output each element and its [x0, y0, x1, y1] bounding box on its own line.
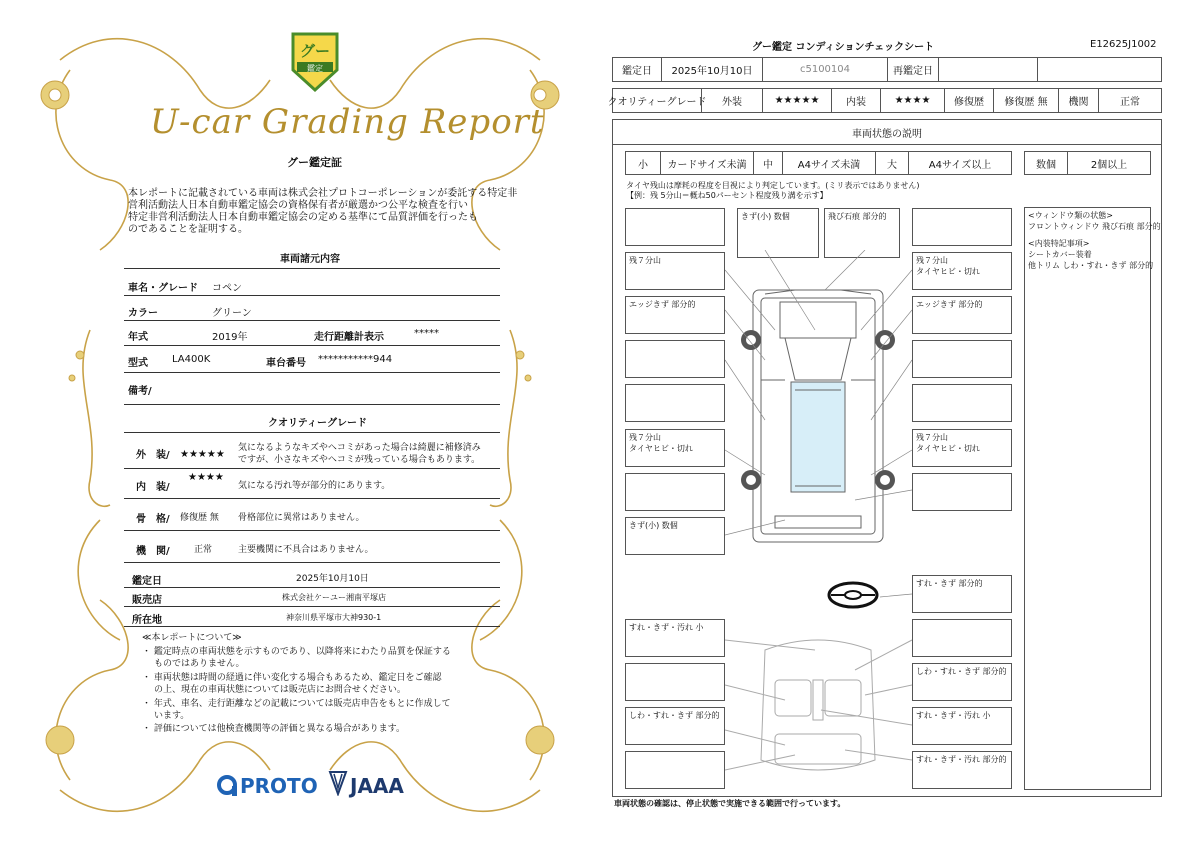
annotation-box [912, 619, 1012, 657]
id-cell [762, 57, 888, 82]
legend-large-text: 大 [887, 159, 897, 171]
annotation-text: すれ・きず 部分的 [916, 579, 983, 588]
legend-mid-desc-text: A4サイズ未満 [797, 159, 861, 171]
legend-small-desc [660, 151, 754, 175]
date-label-cell [612, 57, 662, 82]
frame-note: 骨格部位に異常はありません。 [238, 513, 365, 523]
annotation-box [625, 707, 725, 745]
divider [124, 606, 500, 607]
annotation-text: すれ・きず・汚れ 部分的 [916, 755, 1007, 764]
annotation-box [625, 340, 725, 378]
annotation-text: すれ・きず・汚れ 小 [916, 711, 991, 720]
date-label: 鑑定日 [622, 66, 652, 77]
annotation-box [912, 575, 1012, 613]
proto-logo: PROTO [240, 774, 318, 798]
svg-text:鑑定: 鑑定 [307, 64, 323, 73]
tire-note: タイヤ残山は摩耗の程度を目視により判定しています。(ミリ表示ではありません) [626, 181, 920, 190]
proto-mark-icon [216, 772, 242, 798]
divider [124, 626, 500, 627]
legend-small-label [625, 151, 661, 175]
notice-title: ≪本レポートについて≫ [142, 633, 242, 643]
quality-title: クオリティーグレード [268, 418, 367, 429]
car-interior-diagram [725, 630, 912, 790]
name-value: コペン [212, 283, 242, 294]
name-label: 車名・グレード [128, 283, 198, 294]
notice-line: ・ 年式、車名、走行距離などの記載については販売店申告をもとに作成して [142, 699, 451, 709]
annotation-text: しわ・すれ・きず 部分的 [629, 711, 720, 720]
cond-title-cell [612, 119, 1162, 145]
ext-stars-cell [762, 88, 832, 113]
annotation-text: きず(小) 数個 [629, 521, 678, 530]
tire-note: 【例：残 5分山＝概ね50パーセント程度残り溝を示す】 [626, 191, 828, 200]
notice-line: います。 [154, 711, 190, 721]
legend-mid-desc [782, 151, 876, 175]
ext-stars: ★★★★★ [774, 95, 820, 106]
window-title: <ウィンドウ類の状態> [1028, 211, 1113, 220]
annotation-box [625, 296, 725, 334]
sheet-title: グー鑑定 コンディションチェックシート [752, 42, 935, 53]
exterior-stars: ★★★★★ [180, 449, 225, 460]
leader-line [880, 592, 912, 602]
ext-label: 外装 [722, 97, 742, 108]
annotation-text: タイヤヒビ・切れ [916, 267, 980, 276]
annotation-box [912, 340, 1012, 378]
svg-text:グー: グー [299, 42, 331, 60]
notice-line: ・ 鑑定時点の車両状態を示すものであり、以降将来にわたり品質を保証する [142, 647, 451, 657]
divider [124, 268, 500, 269]
cert-body-line: 営利活動法人日本自動車鑑定協会の資格保有者が厳選かつ公平な検査を行い [128, 200, 468, 211]
year-label: 年式 [128, 332, 148, 343]
model-label: 型式 [128, 358, 148, 369]
divider [124, 587, 500, 588]
remarks-label: 備考/ [128, 386, 152, 397]
steering-wheel-icon [826, 580, 880, 610]
regrade-value-cell [938, 57, 1038, 82]
interior-value: シートカバー装着 [1028, 250, 1092, 259]
interior-value: 他トリム しわ・すれ・きず 部分的 [1028, 261, 1154, 270]
shop-label: 販売店 [132, 595, 162, 606]
engine-value: 正常 [1120, 97, 1140, 108]
cert-body-line: のであることを証明する。 [128, 224, 248, 235]
engine-label: 機 関/ [136, 546, 170, 557]
divider [124, 404, 500, 405]
int-label: 内装 [846, 97, 866, 108]
notice-line: の上、現在の車両状態については販売店にお問合せください。 [154, 685, 406, 695]
annotation-box [912, 707, 1012, 745]
annotation-box [912, 429, 1012, 467]
annotation-box [625, 252, 725, 290]
mileage-value: ***** [414, 328, 439, 339]
annotation-box [625, 619, 725, 657]
annotation-box [912, 473, 1012, 511]
chassis-label: 車台番号 [266, 358, 306, 369]
annotation-box [625, 473, 725, 511]
car-top-view-diagram [725, 250, 912, 550]
date-value-cell [661, 57, 763, 82]
notice-line: ・ 車両状態は時間の経過に伴い変化する場合もあるため、鑑定日をご確認 [142, 673, 442, 683]
legend-count-text: 数個 [1036, 159, 1056, 171]
divider [124, 498, 500, 499]
regrade-label: 再鑑定日 [893, 66, 933, 77]
notice-line: ものではありません。 [154, 659, 245, 669]
cert-body-line: 特定非営利活動法人日本自動車鑑定協会の定める基準にて品質評価を行ったも [128, 212, 478, 223]
condition-check-sheet [600, 0, 1200, 848]
annotation-box [912, 252, 1012, 290]
annotation-text: エッジきず 部分的 [629, 300, 696, 309]
repair-label-cell [944, 88, 994, 113]
divider [124, 295, 500, 296]
legend-small-text: 小 [638, 159, 648, 171]
regrade-label-cell [887, 57, 939, 82]
window-value: フロントウィンドウ 飛び石痕 部分的 [1028, 222, 1161, 231]
annotation-box [625, 751, 725, 789]
annotation-text: すれ・きず・汚れ 小 [629, 623, 704, 632]
engine-note: 主要機関に不具合はありません。 [238, 545, 374, 555]
divider [124, 345, 500, 346]
legend-mid-text: 中 [763, 159, 773, 171]
annotation-box [912, 663, 1012, 701]
color-value: グリーン [212, 308, 252, 319]
cert-title: グー鑑定証 [287, 156, 342, 169]
legend-large-desc-text: A4サイズ以上 [928, 159, 992, 171]
annotation-text: タイヤヒビ・切れ [629, 444, 693, 453]
addr-value: 神奈川県平塚市大神930-1 [286, 613, 382, 622]
jaaa-mark-icon [328, 770, 348, 796]
legend-count-desc-text: 2個以上 [1090, 159, 1128, 171]
annotation-text: きず(小) 数個 [741, 212, 790, 221]
jaaa-logo: JAAA [350, 774, 404, 798]
exterior-note: ですが、小さなキズやヘコミが残っている場合もあります。 [238, 455, 481, 465]
engine-label: 機関 [1068, 97, 1089, 108]
legend-count-label [1024, 151, 1068, 175]
annotation-text: エッジきず 部分的 [916, 300, 983, 309]
addr-label: 所在地 [132, 615, 162, 626]
annotation-text: 残７分山 [629, 433, 661, 442]
engine-label-cell [1058, 88, 1099, 113]
blank-cell [1037, 57, 1162, 82]
annotation-box [912, 384, 1012, 422]
divider [124, 468, 500, 469]
interior-title: <内装特記事項> [1028, 239, 1090, 248]
divider [124, 320, 500, 321]
divider [124, 562, 500, 563]
date-label: 鑑定日 [132, 576, 162, 587]
script-title: U-car Grading Report [150, 102, 545, 142]
annotation-box [625, 384, 725, 422]
notice-line: ・ 評価については他検査機関等の評価と異なる場合があります。 [142, 724, 405, 734]
sheet-id: c5100104 [799, 64, 851, 75]
model-value: LA400K [172, 354, 211, 365]
sheet-code: E12625J1002 [1090, 39, 1157, 50]
annotation-box [912, 296, 1012, 334]
annotation-box [625, 429, 725, 467]
interior-label: 内 装/ [136, 482, 170, 493]
divider [124, 530, 500, 531]
exterior-note: 気になるようなキズやヘコミがあった場合は綺麗に補修済み [238, 443, 481, 453]
frame-value: 修復歴 無 [180, 513, 219, 523]
date-value: 2025年10月10日 [671, 66, 753, 77]
cert-body-line: 本レポートに記載されている車両は株式会社プロトコーポレーションが委託する特定非 [128, 188, 518, 199]
repair-value: 修復歴 無 [1004, 97, 1048, 108]
annotation-text: 残７分山 [916, 433, 948, 442]
exterior-label: 外 装/ [136, 450, 170, 461]
quality-label-cell [607, 88, 707, 113]
annotation-text: 飛び石痕 部分的 [828, 212, 887, 221]
int-stars-cell [880, 88, 945, 113]
shop-value: 株式会社ケーユー湘南平塚店 [282, 593, 386, 602]
divider [124, 432, 500, 433]
sheet-footer: 車両状態の確認は、停止状態で実施できる範囲で行っています。 [614, 799, 846, 808]
chassis-value: ***********944 [318, 354, 393, 365]
legend-mid-label [753, 151, 783, 175]
spec-title: 車両諸元内容 [280, 254, 340, 265]
legend-small-desc-text: カードサイズ未満 [667, 159, 747, 171]
color-label: カラー [128, 308, 158, 319]
quality-label: クオリティーグレード [607, 97, 707, 108]
legend-large-label [875, 151, 909, 175]
mileage-label: 走行距離計表示 [314, 332, 384, 343]
annotation-box [912, 208, 1012, 246]
engine-value: 正常 [194, 545, 213, 555]
interior-stars: ★★★★ [188, 472, 224, 483]
date-value: 2025年10月10日 [296, 574, 369, 584]
annotation-box [625, 517, 725, 555]
annotation-text: しわ・すれ・きず 部分的 [916, 667, 1007, 676]
divider [124, 372, 500, 373]
annotation-box [625, 208, 725, 246]
frame-label: 骨 格/ [136, 514, 170, 525]
repair-value-cell [993, 88, 1059, 113]
interior-note: 気になる汚れ等が部分的にあります。 [238, 481, 391, 491]
repair-label: 修復歴 [954, 97, 984, 108]
annotation-text: 残７分山 [629, 256, 661, 265]
legend-count-desc [1067, 151, 1151, 175]
goo-kantei-logo [287, 30, 343, 94]
int-stars: ★★★★ [894, 95, 931, 106]
annotation-text: タイヤヒビ・切れ [916, 444, 980, 453]
cond-title: 車両状態の説明 [852, 128, 922, 140]
ext-label-cell [701, 88, 763, 113]
annotation-box [625, 663, 725, 701]
engine-value-cell [1098, 88, 1162, 113]
legend-large-desc [908, 151, 1012, 175]
annotation-box [912, 751, 1012, 789]
int-label-cell [831, 88, 881, 113]
annotation-text: 残７分山 [916, 256, 948, 265]
notes-box [1024, 207, 1154, 790]
year-value: 2019年 [212, 332, 248, 343]
